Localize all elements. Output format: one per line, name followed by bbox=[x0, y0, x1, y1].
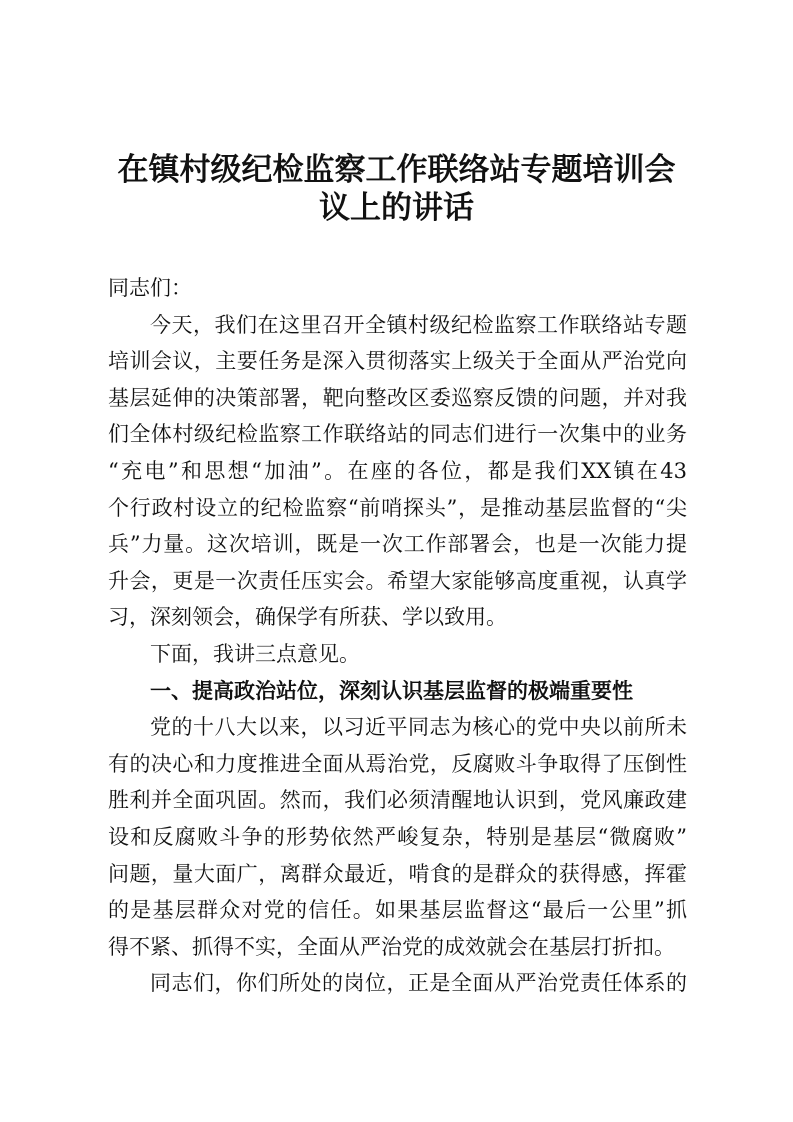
paragraph-line: 设和反腐败斗争的形势依然严峻复杂，特别是基层“微腐败” bbox=[108, 824, 687, 849]
paragraph-line: 基层延伸的决策部署，靶向整改区委巡察反馈的问题，并对我 bbox=[108, 385, 687, 410]
paragraph-line: 升会，更是一次责任压实会。希望大家能够高度重视，认真学 bbox=[108, 568, 687, 593]
paragraph-line: 下面，我讲三点意见。 bbox=[150, 641, 360, 666]
paragraph-line: 们全体村级纪检监察工作联络站的同志们进行一次集中的业务 bbox=[108, 422, 687, 447]
paragraph-line: 同志们，你们所处的岗位，正是全面从严治党责任体系的 bbox=[150, 971, 687, 996]
paragraph-line: 胜利并全面巩固。然而，我们必须清醒地认识到，党风廉政建 bbox=[108, 788, 687, 813]
paragraph-line: 得不紧、抓得不实，全面从严治党的成效就会在基层打折扣。 bbox=[108, 934, 675, 959]
paragraph-line: 培训会议，主要任务是深入贯彻落实上级关于全面从严治党向 bbox=[108, 349, 687, 374]
paragraph-line: “充电”和思想“加油”。在座的各位，都是我们XX镇在43 bbox=[108, 458, 687, 483]
paragraph-line: 兵”力量。这次培训，既是一次工作部署会，也是一次能力提 bbox=[108, 532, 687, 557]
paragraph-line: 的是基层群众对党的信任。如果基层监督这“最后一公里”抓 bbox=[108, 898, 687, 923]
paragraph-line: 今天，我们在这里召开全镇村级纪检监察工作联络站专题 bbox=[150, 312, 687, 337]
title-line: 议上的讲话 bbox=[319, 190, 474, 226]
document-body bbox=[108, 270, 687, 1002]
paragraph-line: 党的十八大以来，以习近平同志为核心的党中央以前所未 bbox=[150, 715, 687, 740]
paragraph-line: 习，深刻领会，确保学有所获、学以致用。 bbox=[108, 605, 507, 630]
title-line: 在镇村级纪检监察工作联络站专题培训会 bbox=[117, 152, 676, 188]
salutation: 同志们： bbox=[108, 276, 192, 300]
document-title bbox=[100, 151, 693, 227]
paragraph-line: 问题，量大面广，离群众最近，啃食的是群众的获得感，挥霍 bbox=[108, 861, 687, 886]
section-heading: 一、提高政治站位，深刻认识基层监督的极端重要性 bbox=[150, 677, 633, 703]
paragraph-line: 有的决心和力度推进全面从焉治党，反腐败斗争取得了压倒性 bbox=[108, 751, 687, 776]
paragraph-line: 个行政村设立的纪检监察“前哨探头”，是推动基层监督的“尖 bbox=[108, 495, 687, 520]
